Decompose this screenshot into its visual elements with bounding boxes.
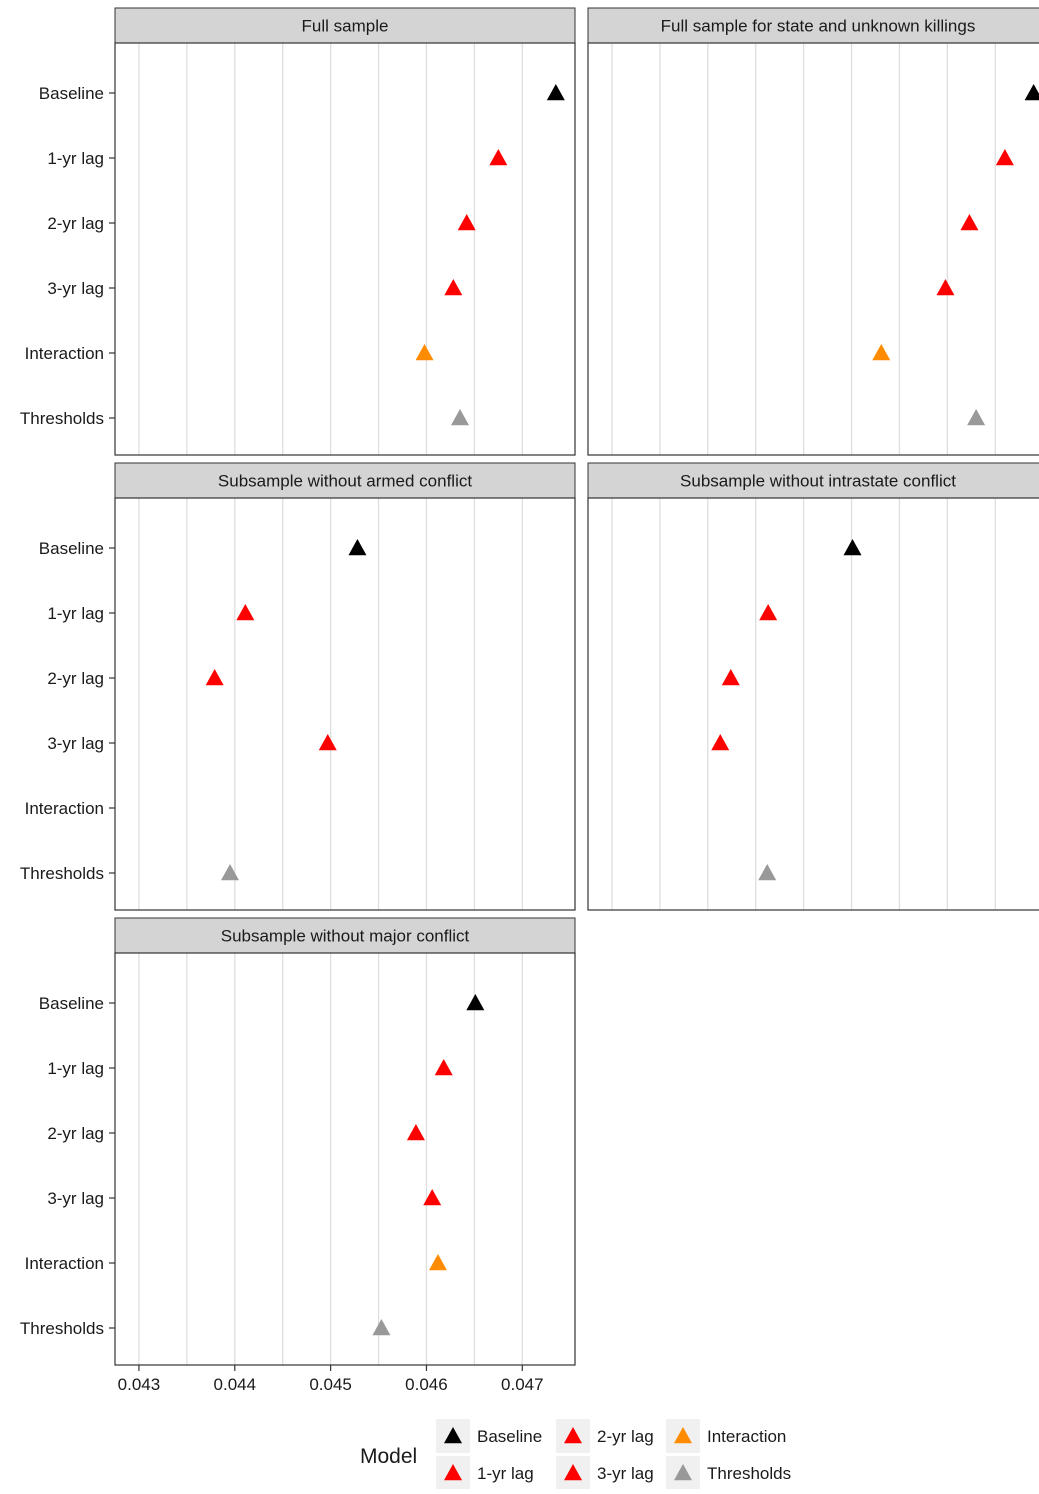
plot-area: [115, 43, 575, 455]
legend-label: 1-yr lag: [477, 1464, 534, 1483]
legend-label: 2-yr lag: [597, 1427, 654, 1446]
x-tick-label: 0.045: [309, 1375, 352, 1394]
x-tick-label: 0.043: [117, 1375, 161, 1394]
x-tick-label: 0.044: [213, 1375, 257, 1394]
panel-full-sample-for-state-and-unknown-killings: [588, 8, 1039, 455]
legend-item-thresholds: [666, 1456, 791, 1489]
legend-label: Interaction: [707, 1427, 787, 1446]
y-tick-label: 1-yr lag: [47, 1059, 104, 1078]
panel-title: Full sample for state and unknown killings: [660, 16, 976, 36]
panel-title: Full sample: [301, 16, 389, 36]
legend-item-baseline: [436, 1419, 542, 1453]
legend-item-3-yr-lag: [556, 1456, 654, 1489]
y-tick-label: Interaction: [24, 1254, 104, 1273]
panel-subsample-without-major-conflict: [20, 918, 575, 1365]
panel-title: Subsample without armed conflict: [217, 471, 473, 491]
x-tick-label: 0.047: [501, 1375, 544, 1394]
y-tick-label: Thresholds: [19, 864, 104, 883]
y-tick-label: 2-yr lag: [47, 214, 104, 233]
y-tick-label: 3-yr lag: [47, 1189, 104, 1208]
y-tick-label: 2-yr lag: [47, 669, 104, 688]
x-tick-label: 0.046: [405, 1375, 448, 1394]
y-tick-label: Thresholds: [19, 1319, 104, 1338]
plot-area: [115, 953, 575, 1365]
legend-label: Thresholds: [707, 1464, 792, 1483]
y-tick-label: Interaction: [24, 799, 104, 818]
y-tick-label: Interaction: [24, 344, 104, 363]
legend-item-2-yr-lag: [556, 1419, 654, 1453]
legend: [360, 1419, 791, 1489]
y-tick-label: Thresholds: [19, 409, 104, 428]
y-tick-label: 1-yr lag: [47, 604, 104, 623]
panel-subsample-without-intrastate-conflict: [588, 463, 1039, 910]
y-tick-label: 2-yr lag: [47, 1124, 104, 1143]
plot-area: [588, 43, 1039, 455]
panel-title: Subsample without intrastate conflict: [680, 471, 956, 491]
legend-title: Model: [360, 1445, 418, 1468]
y-tick-label: Baseline: [38, 539, 104, 558]
legend-item-1-yr-lag: [436, 1456, 534, 1489]
plot-area: [588, 498, 1039, 910]
y-tick-label: Baseline: [38, 994, 104, 1013]
panel-title: Subsample without major conflict: [220, 926, 470, 946]
legend-label: 3-yr lag: [597, 1464, 654, 1483]
legend-item-interaction: [666, 1419, 786, 1453]
y-tick-label: 3-yr lag: [47, 734, 104, 753]
y-tick-label: 3-yr lag: [47, 279, 104, 298]
panel-full-sample: [20, 8, 575, 455]
y-tick-label: Baseline: [38, 84, 104, 103]
panel-subsample-without-armed-conflict: [20, 463, 575, 910]
plot-area: [115, 498, 575, 910]
y-tick-label: 1-yr lag: [47, 149, 104, 168]
legend-label: Baseline: [477, 1427, 543, 1446]
